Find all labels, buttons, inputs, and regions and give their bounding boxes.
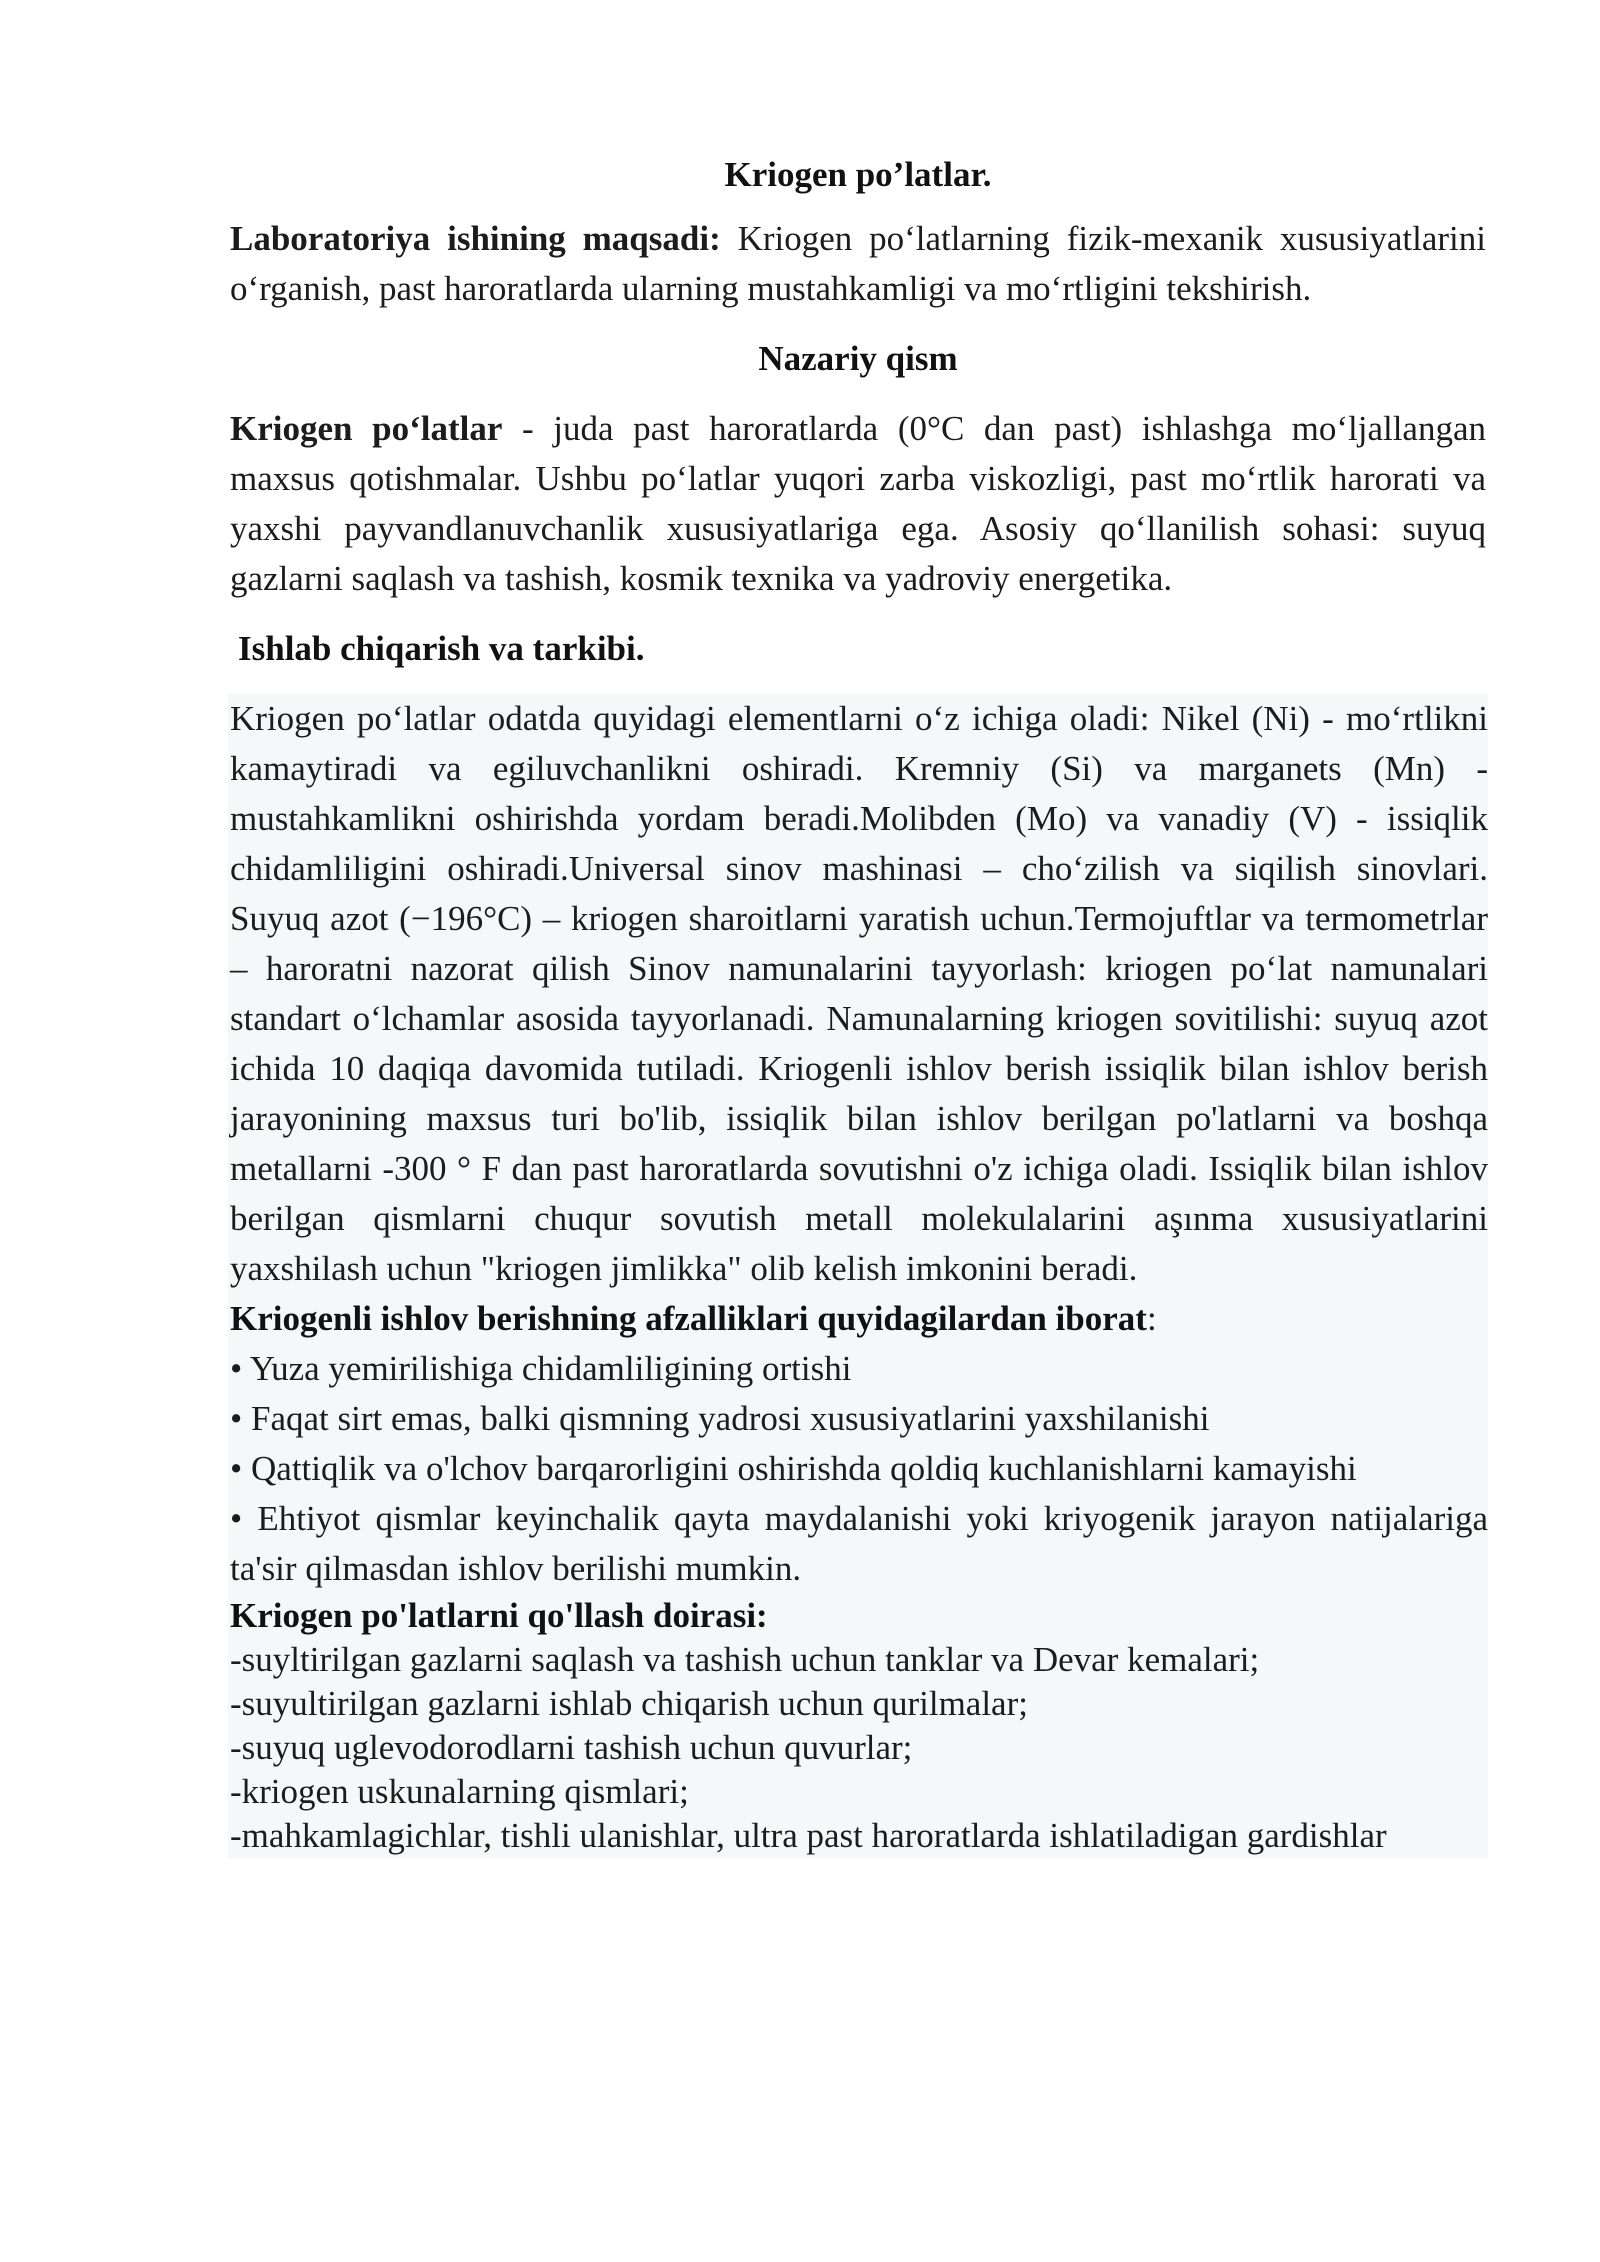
advantage-item: • Ehtiyot qismlar keyinchalik qayta maydalanishi yoki kriyogenik jarayon natijalariga ta'sir qilmasdan ishlov berilishi mumkin. [230,1499,1488,1588]
advantages-colon: : [1146,1299,1157,1338]
theory-paragraph [230,404,1486,604]
theory-label: Kriogen po‘latlar [230,409,503,448]
applications-heading: Kriogen po'latlarni qo'llash doirasi: [230,1596,768,1635]
application-item: -suyuq uglevodorodlarni tashish uchun quvurlar; [230,1728,913,1767]
production-heading: Ishlab chiqarish va tarkibi. [238,629,645,668]
aim-paragraph [230,214,1486,314]
aim-label: Laboratoriya ishining maqsadi: [230,219,721,258]
application-item: -suyultirilgan gazlarni ishlab chiqarish uchun qurilmalar; [230,1684,1028,1723]
document-page [230,150,1486,1858]
advantage-item: • Qattiqlik va o'lchov barqarorligini oshirishda qoldiq kuchlanishlarni kamayishi [230,1449,1357,1488]
aim-text: Kriogen po‘latlarning fizik-mexanik xususiyatlarini o‘rganish, past haroratlarda ularning mustahkamligi va mo‘rtligini tekshirish. [230,219,1486,308]
advantages-heading [230,1294,1488,1344]
advantage-item: • Yuza yemirilishiga chidamliligining ortishi [230,1349,852,1388]
advantages-title: Kriogenli ishlov berishning afzalliklari quyidagilardan iborat [230,1299,1147,1338]
composition-paragraph: Kriogen po‘latlar odatda quyidagi elementlarni o‘z ichiga oladi: Nikel (Ni) - mo‘rtlikni kamaytiradi va egiluvchanlikni oshiradi. Kremniy (Si) va marganets (Mn) - mustahkamlikni oshirishda yordam beradi.Molibden (Mo) va vanadiy (V) - issiqlik chidamliligini oshiradi.Universal sinov mashinasi – cho‘zilish va siqilish sinovlari. Suyuq azot (−196°C) – kriogen sharoitlarni yaratish uchun.Termojuftlar va termometrlar – haroratni nazorat qilish Sinov namunalarini tayyorlash: kriogen po‘lat namunalari standart o‘lchamlar asosida tayyorlanadi. Namunalarning kriogen sovitilishi: suyuq azot ichida 10 daqiqa davomida tutiladi. Kriogenli ishlov berish issiqlik bilan ishlov berish jarayonining maxsus turi bo'lib, issiqlik bilan ishlov berilgan po'latlarni va boshqa metallarni -300 ° F dan past haroratlarda sovutishni o'z ichiga oladi. Issiqlik bilan ishlov berilgan qismlarni chuqur sovutish metall molekulalarini aşınma xususiyatlarini yaxshilash uchun "kriogen jimlikka" olib kelish imkonini beradi. [230,699,1488,1288]
application-item: -mahkamlagichlar, tishli ulanishlar, ultra past haroratlarda ishlatiladigan gardishlar [230,1816,1387,1855]
theory-heading: Nazariy qism [758,339,958,378]
theory-text: - juda past haroratlarda (0°C dan past) ishlashga mo‘ljallangan maxsus qotishmalar. Ushbu po‘latlar yuqori zarba viskozligi, past mo‘rtlik harorati va yaxshi payvandlanuvchanlik xususiyatlariga ega. Asosiy qo‘llanilish sohasi: suyuq gazlarni saqlash va tashish, kosmik texnika va yadroviy energetika. [230,409,1486,598]
advantage-item: • Faqat sirt emas, balki qismning yadrosi xususiyatlarini yaxshilanishi [230,1399,1210,1438]
document-title: Kriogen po’latlar. [724,155,992,194]
shaded-body [228,694,1488,1858]
application-item: -suyltirilgan gazlarni saqlash va tashish uchun tanklar va Devar kemalari; [230,1640,1260,1679]
application-item: -kriogen uskunalarning qismlari; [230,1772,689,1811]
